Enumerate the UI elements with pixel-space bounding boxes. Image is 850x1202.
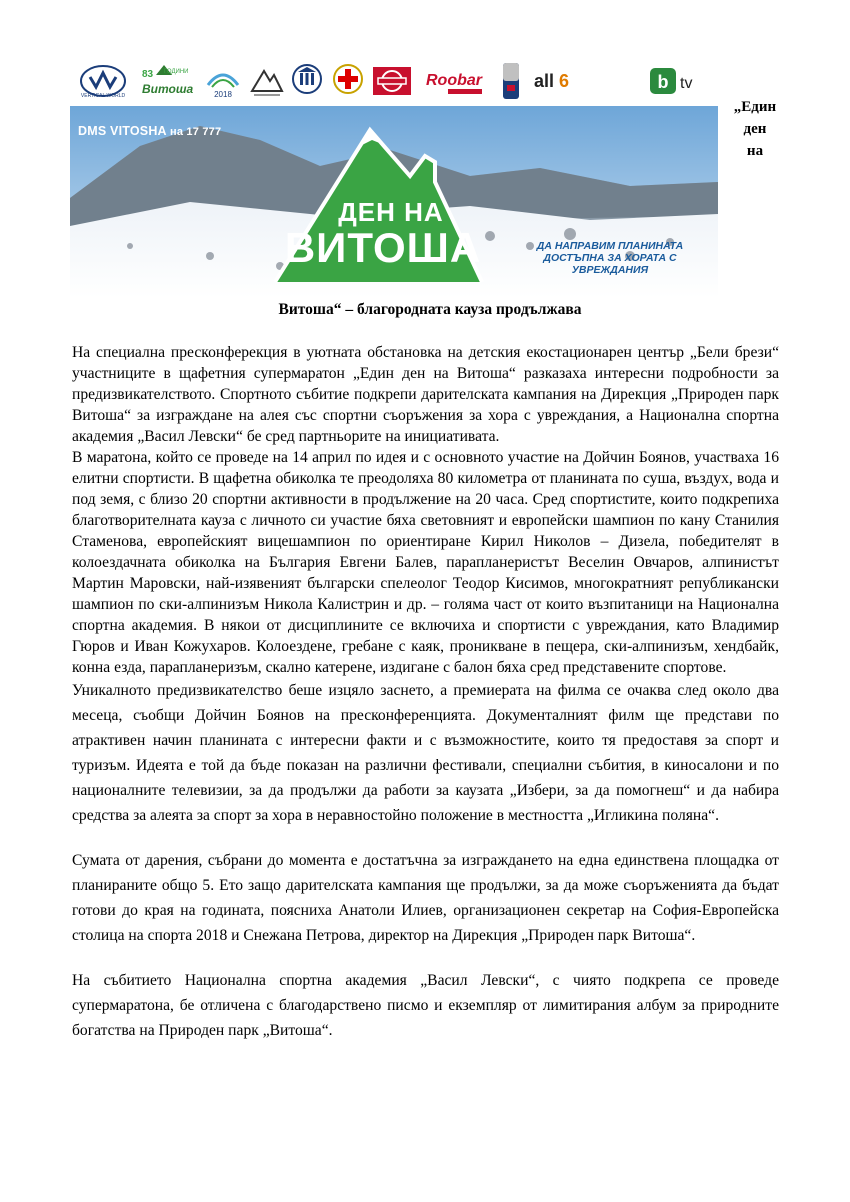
svg-text:Витоша: Витоша <box>142 82 194 96</box>
banner-tagline: ДА НАПРАВИМ ПЛАНИНАТА ДОСТЪПНА ЗА ХОРАТА С УВРЕЖДАНИЯ <box>536 240 684 276</box>
dms-label <box>78 124 221 138</box>
paragraph: Сумата от дарения, събрани до момента е достатъчна за изграждането на една единствена площадка от планираните общо 5. Ето защо дарителската кампания ще продължи, за да може съоръженията да бъдат готови до края на годината, поясниха Анатоли Илиев, организационен секретар на София-Европейска столица на спорта 2018 и Снежана Петрова, директор на Дирекция „Природен парк Витоша“. <box>72 852 779 944</box>
roobar-logo-icon <box>424 60 486 102</box>
sponsor-logos <box>74 60 719 102</box>
title-line: „Един <box>733 99 777 115</box>
paragraph: Уникалното предизвикателство беше изцяло заснето, а премиерата на филма се очаква след около два месеца, съобщи Дойчин Боянов на пресконференцията. Документалният филм ще представи по атрактивен начин планината с интересни факти и с възможностите, които тя предоставя за спорт и туризъм. Идеята е той да бъде показан на различни фестивали, специални събития, в киносалони и по националните телевизии, за да продължи да работи за каузата „Избери, за да помогнеш“ и да набира средства за алеята за спорт за хора в неравностойно положение в местността „Игликина поляна“. <box>72 682 779 824</box>
article-body <box>72 342 779 1043</box>
svg-text:2018: 2018 <box>214 90 232 99</box>
svg-text:83: 83 <box>142 69 154 80</box>
svg-text:6: 6 <box>559 71 570 91</box>
article-title: Витоша“ – благородната кауза продължава <box>278 301 582 318</box>
svg-text:ГОДИНИ: ГОДИНИ <box>164 69 189 75</box>
banner-logo-line2: ВИТОША <box>284 224 482 271</box>
svg-text:tv: tv <box>680 75 693 92</box>
banner-logo-line1: ДЕН НА <box>338 197 444 227</box>
svg-text:Roobar: Roobar <box>426 72 482 89</box>
nissan-logo-icon <box>372 60 412 102</box>
svg-text:all: all <box>534 71 555 91</box>
dms-number: на 17 777 <box>170 126 222 138</box>
vertical-world-logo-icon <box>78 60 128 102</box>
title-fragment <box>722 96 788 162</box>
paragraph: На събитието Национална спортна академия „Васил Левски“, с чиято подкрепа се проведе супермаратона, бе отличена с благодарствено писмо и екземпляр от лимитирания албум за природните богатства на Природен парк „Витоша“. <box>72 972 779 1039</box>
btv-logo-icon <box>648 64 708 100</box>
paragraph: В маратона, който се проведе на 14 април по идея и с основното участие на Дойчин Боянов, участваха 16 елитни спортисти. В щафетна обиколка те преодоляха 80 километра от планината по суша, въздух, вода и под земя, с близо 20 спортни активности в продължение на 20 часа. Сред спортистите, които подкрепиха благотворителната кауза с личното си участие бяха световният и европейски шампион по кану Станилия Стаменова, европейският вицешампион по ориентиране Кирил Николов – Дизела, победителят в колоездачната обиколка на България Евгени Балев, парапланеристът Веселин Овчаров, алпинистът Мартин Маровски, най-изявеният български спелеолог Теодор Кисимов, многократният републикански шампион по ски-алпинизъм Никола Калистрин и др. – голяма част от които възпитаници на Национална спортна академия. В някои от дисциплините се включиха и спортисти с увреждания, като Владимир Гюров и Иван Кожухаров. Колоездене, гребане с каяк, проникване в пещера, ски-алпинизъм, хендбайк, конна езда, парапланеризъм, скално катерене, издигане с балон бяха сред представените спортове. <box>72 449 779 676</box>
title-line: ден <box>743 121 767 137</box>
sofia-2018-logo-icon <box>202 60 244 102</box>
title-line: на <box>746 143 764 159</box>
paragraph: На специална пресконферекция в уютната обстановка на детския екостационарен център „Бели брези“ участниците в щафетния супермаратон „Един ден на Витоша“ разказаха интересни подробности за предизвикателството. Спортното събитие подкрепи дарителската кампания на Дирекция „Природен парк Витоша“ за изграждане на алея със спортни съоръжения за хора с увреждания, а Национална спортна академия „Васил Левски“ бе сред партньорите на инициативата. <box>72 344 779 445</box>
vitosha-83-years-logo-icon <box>138 60 194 102</box>
mountain-club-logo-icon <box>248 60 286 102</box>
red-bull-logo-icon <box>498 60 524 102</box>
academy-logo-icon <box>290 60 324 102</box>
svg-text:b: b <box>657 72 669 92</box>
all6-logo-icon <box>532 60 576 102</box>
dms-code: DMS VITOSHA <box>78 124 167 138</box>
svg-text:VERTICAL WORLD: VERTICAL WORLD <box>80 93 126 99</box>
red-cross-logo-icon <box>332 60 364 102</box>
